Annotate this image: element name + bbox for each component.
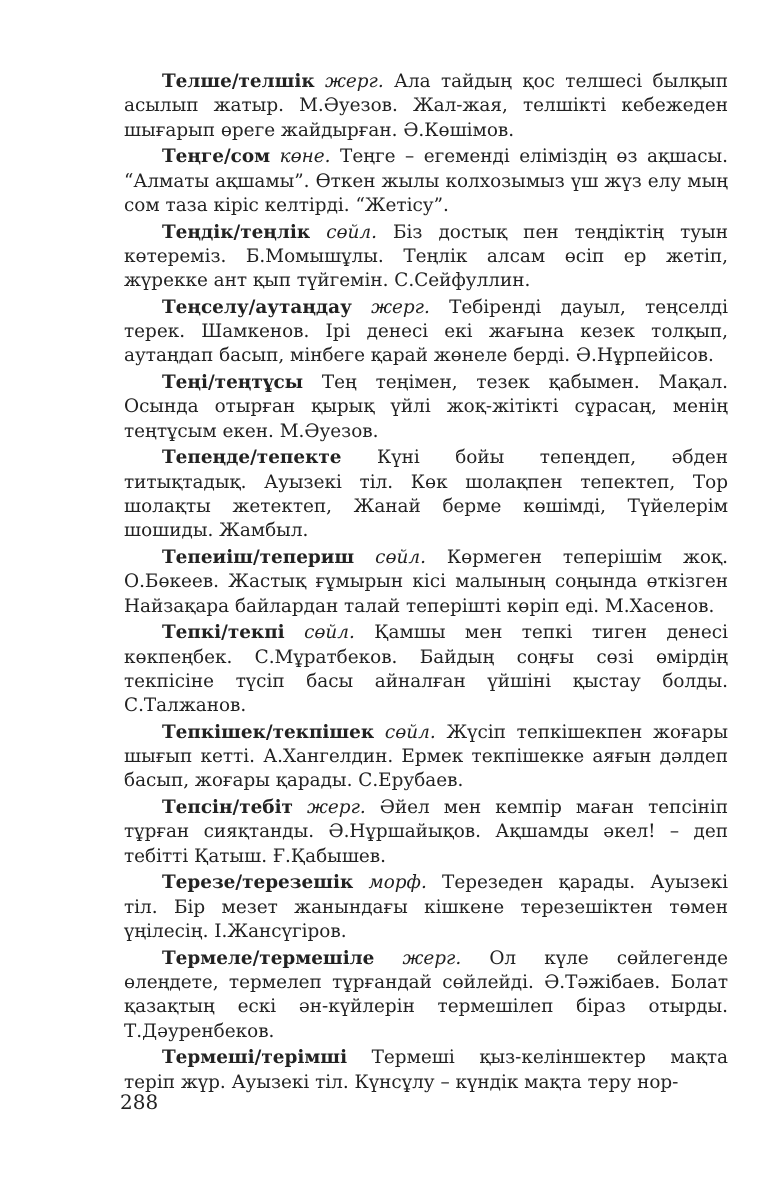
entry-headword: Телше/телшік [162, 71, 315, 92]
dictionary-entry [124, 721, 728, 794]
entry-text: Ол күле сөйлегенде өлеңдете, термелеп тұрғандай сөйлейді. Ә.Тәжібаев. Болат қазақтың ескі ән-күйлерін термешілеп біраз отырды. Т.Дәуренбеков. [124, 947, 728, 1042]
entry-headword: Теңселу/аутаңдау [162, 296, 352, 318]
entry-headword: Тепкі/текпі [162, 622, 285, 644]
entry-headword: Тепкішек/текпішек [162, 721, 375, 743]
dictionary-entry [124, 70, 728, 143]
dictionary-entry [124, 796, 728, 869]
entry-text: Күні бойы тепеңдеп, әбден титықтадық. Ауызекі тіл. Көк шолақпен тепектеп, Тор шолақты жетектеп, Жанай берме көшімді, Түйелерім шошиды. Жамбыл. [124, 447, 728, 542]
dictionary-entry [124, 621, 728, 718]
entry-headword: Терезе/терезешік [162, 872, 354, 894]
entry-text: Әйел мен кемпір маған тепсініп тұрған сияқтанды. Ә.Нұршайықов. Ақшамды әкел! – деп тебітті Қатыш. Ғ.Қабышев. [124, 797, 728, 867]
entry-text: Ала тайдың қос телшесі былқып асылып жатыр. М.Әуезов. Жал-жая, телшікті кебежеден шығарып өреге жайдырған. Ә.Көшімов. [124, 71, 728, 141]
entry-text: Қамшы мен тепкі тиген денесі көкпеңбек. С.Мұратбеков. Байдың соңғы сөзі өмірдің текпісіне түсіп басы айналған үйшіні қыстау болды. С.Талжанов. [124, 622, 728, 717]
dictionary-entry [124, 871, 728, 944]
entry-headword: Тепеиіш/тепериш [162, 546, 355, 568]
entry-text: Жүсіп тепкішекпен жоғары шығып кетті. А.Хангелдин. Ермек текпішекке аяғын дәлдеп басып, жоғары қарады. С.Ерубаев. [124, 721, 728, 792]
dictionary-entry [124, 145, 728, 218]
entry-headword: Термеші/терімші [162, 1047, 348, 1069]
dictionary-entry [124, 296, 728, 369]
entry-text: Тебіренді дауыл, теңселді терек. Шамкенов. Ірі денесі екі жағына кезек толқып, аутаңдап басып, мінбеге қарай жөнеле берді. Ә.Нұрпейісов. [124, 296, 728, 367]
entry-headword: Теңге/сом [162, 146, 271, 168]
dictionary-entry [124, 371, 728, 444]
entry-label: сөйл. [304, 622, 355, 644]
entry-text: Терезеден қарады. Ауызекі тіл. Бір мезет жанындағы кішкене терезешіктен төмен үңілесің. І.Жансүгіров. [124, 872, 728, 942]
entry-text: Термеші қыз-келіншектер мақта теріп жүр. Ауызекі тіл. Күнсұлу – күндік мақта теру нор- [124, 1047, 728, 1093]
entry-text: Біз достық пен теңдіктің туын көтереміз. Б.Момышұлы. Теңлік алсам өсіп ер жетіп, жүрекке ант қып түйгемін. С.Сейфуллин. [124, 221, 728, 292]
entry-headword: Тепсін/тебіт [162, 797, 293, 819]
entry-label: жерг. [371, 296, 430, 318]
dictionary-page [124, 70, 728, 1097]
dictionary-entry [124, 221, 728, 294]
entry-text: Көрмеген теперішім жоқ. О.Бөкеев. Жастық ғұмырын кісі малының соңында өткізген Найзақара байлардан талай теперішті көріп еді. М.Хасенов. [124, 546, 728, 617]
dictionary-entry [124, 546, 728, 619]
entry-label: морф. [368, 872, 427, 894]
entry-label: көне. [279, 146, 331, 168]
entry-headword: Тепеңде/тепекте [162, 447, 342, 469]
entry-label: жерг. [307, 797, 366, 819]
page-number: 288 [120, 1090, 159, 1114]
dictionary-entry [124, 947, 728, 1044]
dictionary-entry [124, 1046, 728, 1095]
entry-headword: Термеле/термешіле [162, 947, 375, 969]
entry-headword: Теңдік/теңлік [162, 221, 311, 243]
dictionary-entry [124, 446, 728, 543]
entry-label: сөйл. [326, 221, 377, 243]
entry-label: жерг. [324, 71, 384, 92]
entry-label: сөйл. [384, 721, 436, 743]
entry-text: Теңге – егеменді еліміздің өз ақшасы. “Алматы ақшамы”. Өткен жылы колхозымыз үш жүз елу мың сом таза кіріс келтірді. “Жетісу”. [124, 146, 728, 216]
entry-label: жерг. [402, 947, 462, 969]
entry-text: Тең теңімен, тезек қабымен. Мақал. Осында отырған қырық үйлі жоқ-жітікті сұрасаң, менің теңтұсым екен. М.Әуезов. [124, 372, 728, 442]
entry-headword: Теңі/теңтұсы [162, 372, 304, 394]
entry-label: сөйл. [375, 546, 426, 568]
